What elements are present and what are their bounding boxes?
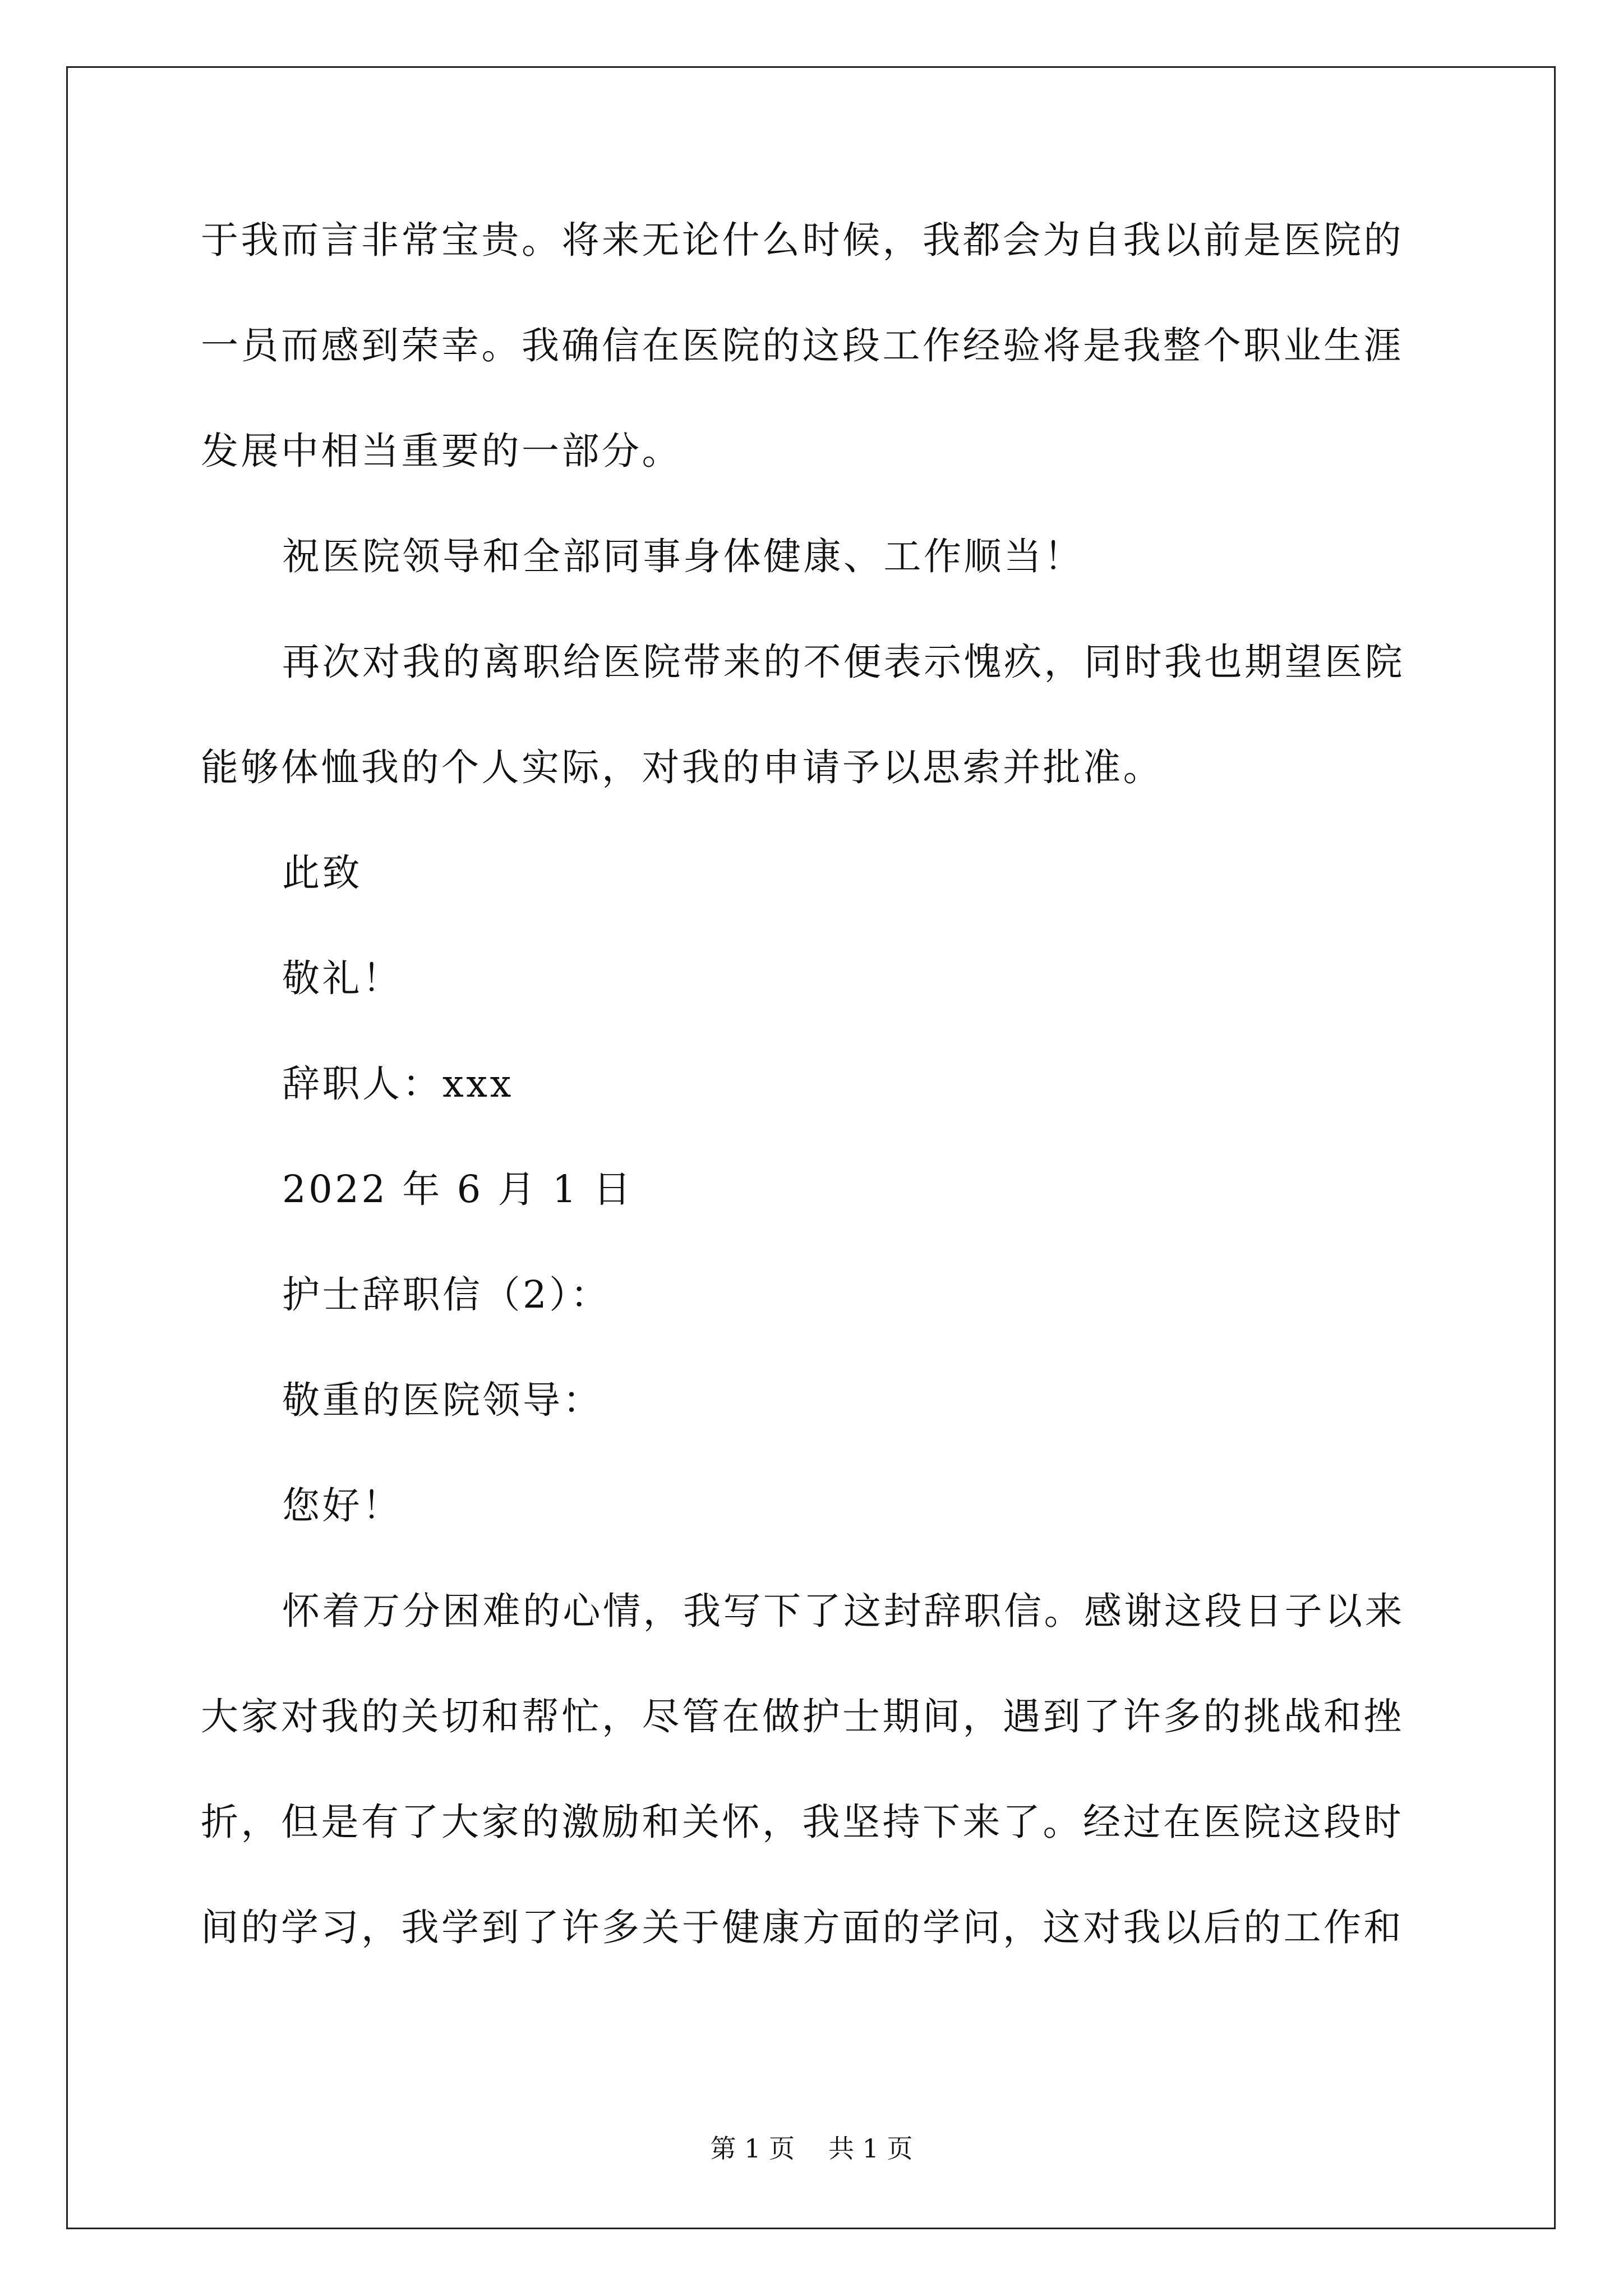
page-number: 第 1 页 xyxy=(710,2133,795,2164)
body-line: 于我而言非常宝贵。将来无论什么时候，我都会为自我以前是医院的 xyxy=(201,218,1404,262)
body-line: 间的学习，我学到了许多关于健康方面的学问，这对我以后的工作和 xyxy=(201,1906,1404,1949)
body-line: 怀着万分困难的心情，我写下了这封辞职信。感谢这段日子以来 xyxy=(282,1589,1405,1633)
page-footer xyxy=(0,2132,1623,2165)
body-line: 能够体恤我的个人实际，对我的申请予以思索并批准。 xyxy=(201,746,1163,789)
section-heading: 护士辞职信（2）： xyxy=(282,1273,611,1317)
body-line: 祝医院领导和全部同事身体健康、工作顺当！ xyxy=(282,535,1084,578)
page-total: 共 1 页 xyxy=(828,2133,913,2164)
closing-regards: 敬礼！ xyxy=(282,956,403,1000)
body-line: 一员而感到荣幸。我确信在医院的这段工作经验将是我整个职业生涯 xyxy=(201,324,1404,367)
date-line: 2022 年 6 月 1 日 xyxy=(282,1167,634,1211)
document-body xyxy=(201,213,1435,2006)
body-line: 发展中相当重要的一部分。 xyxy=(201,429,682,473)
greeting: 您好！ xyxy=(282,1484,403,1527)
signature-line: 辞职人：xxx xyxy=(282,1062,514,1106)
greeting-recipient: 敬重的医院领导： xyxy=(282,1378,603,1422)
body-line: 大家对我的关切和帮忙，尽管在做护士期间，遇到了许多的挑战和挫 xyxy=(201,1695,1404,1738)
closing-salutation: 此致 xyxy=(282,851,362,895)
body-line: 折，但是有了大家的激励和关怀，我坚持下来了。经过在医院这段时 xyxy=(201,1800,1404,1844)
body-line: 再次对我的离职给医院带来的不便表示愧疚，同时我也期望医院 xyxy=(282,640,1405,684)
